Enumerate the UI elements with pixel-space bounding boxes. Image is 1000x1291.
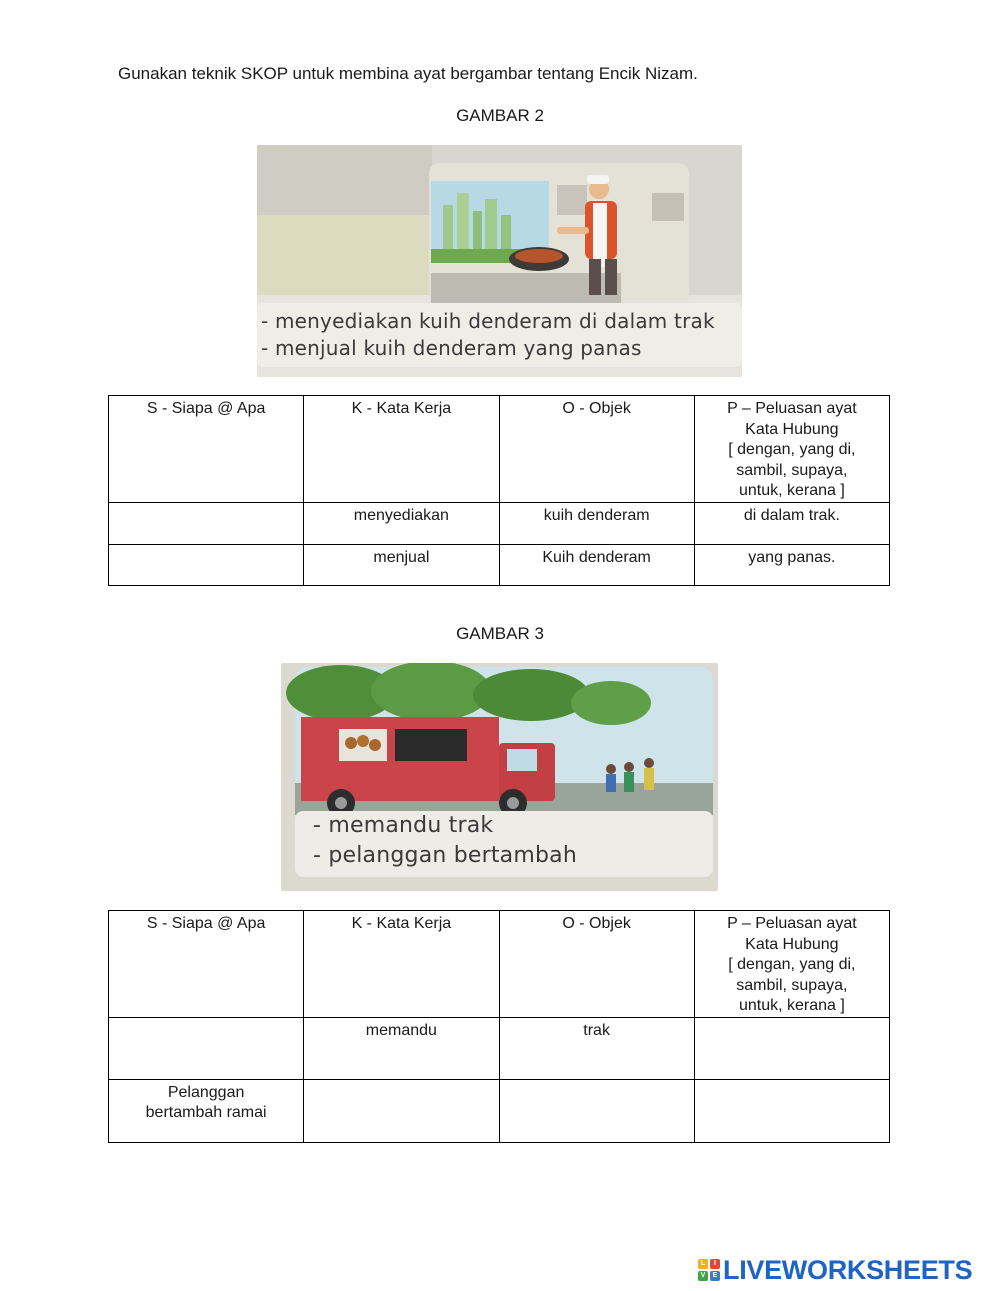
- cell-k: menyediakan: [304, 502, 499, 544]
- header-s: S - Siapa @ Apa: [109, 396, 304, 503]
- skop-table-gambar-3: [108, 910, 890, 1143]
- table-row: [109, 1017, 890, 1079]
- cell-k[interactable]: [304, 1079, 499, 1142]
- header-o: O - Objek: [499, 396, 694, 503]
- instruction-text: Gunakan teknik SKOP untuk membina ayat bergambar tentang Encik Nizam.: [118, 64, 698, 83]
- header-p-line: P – Peluasan ayat: [727, 400, 857, 417]
- gambar-2-line-2: - menjual kuih denderam yang panas: [261, 336, 642, 360]
- cell-s[interactable]: [109, 502, 304, 544]
- header-p-line: sambil, supaya,: [736, 461, 848, 479]
- gambar-3-photo: [281, 663, 718, 891]
- header-p-line: untuk, kerana ]: [738, 997, 845, 1014]
- header-p-line: untuk, kerana ]: [738, 482, 845, 499]
- cell-o[interactable]: [499, 1079, 694, 1142]
- header-s: S - Siapa @ Apa: [109, 911, 304, 1018]
- cell-o: kuih denderam: [499, 502, 694, 544]
- table-row: [109, 1079, 890, 1142]
- cell-s[interactable]: [109, 1017, 304, 1079]
- gambar-2-line-1: - menyediakan kuih denderam di dalam trak: [261, 309, 715, 333]
- cell-p: di dalam trak.: [694, 502, 889, 544]
- header-p-line: Kata Hubung: [745, 420, 839, 438]
- cell-o: trak: [499, 1017, 694, 1079]
- gambar-3-line-2: - pelanggan bertambah: [313, 843, 577, 868]
- header-p-line: P – Peluasan ayat: [727, 915, 857, 932]
- cell-p: yang panas.: [694, 544, 889, 585]
- cell-p[interactable]: [694, 1017, 889, 1079]
- cell-o: Kuih denderam: [499, 544, 694, 585]
- gambar-3-caption: GAMBAR 3: [456, 624, 544, 643]
- liveworksheets-logo: [698, 1253, 972, 1287]
- cell-k: menjual: [304, 544, 499, 585]
- logo-blocks-icon: L I V E: [698, 1259, 720, 1281]
- header-k: K - Kata Kerja: [304, 911, 499, 1018]
- cell-s[interactable]: [109, 544, 304, 585]
- table-row: [109, 544, 890, 585]
- logo-text: LIVEWORKSHEETS: [723, 1254, 973, 1285]
- header-p-line: [ dengan, yang di,: [728, 956, 856, 973]
- cell-k: memandu: [304, 1017, 499, 1079]
- header-o: O - Objek: [499, 911, 694, 1018]
- table-row: [109, 502, 890, 544]
- cell-s-line: Pelanggan: [167, 1083, 245, 1101]
- header-p-line: Kata Hubung: [745, 935, 839, 953]
- cell-s-line: bertambah ramai: [145, 1104, 267, 1121]
- header-p-line: [ dengan, yang di,: [728, 441, 856, 458]
- cell-p[interactable]: [694, 1079, 889, 1142]
- header-p-line: sambil, supaya,: [736, 976, 848, 994]
- header-k: K - Kata Kerja: [304, 396, 499, 503]
- gambar-3-line-1: - memandu trak: [313, 813, 494, 838]
- skop-table-gambar-2: [108, 395, 890, 586]
- header-p: [694, 396, 889, 503]
- gambar-2-caption: GAMBAR 2: [456, 106, 544, 125]
- gambar-2-photo: [257, 145, 742, 377]
- cell-s: [109, 1079, 304, 1142]
- header-p: [694, 911, 889, 1018]
